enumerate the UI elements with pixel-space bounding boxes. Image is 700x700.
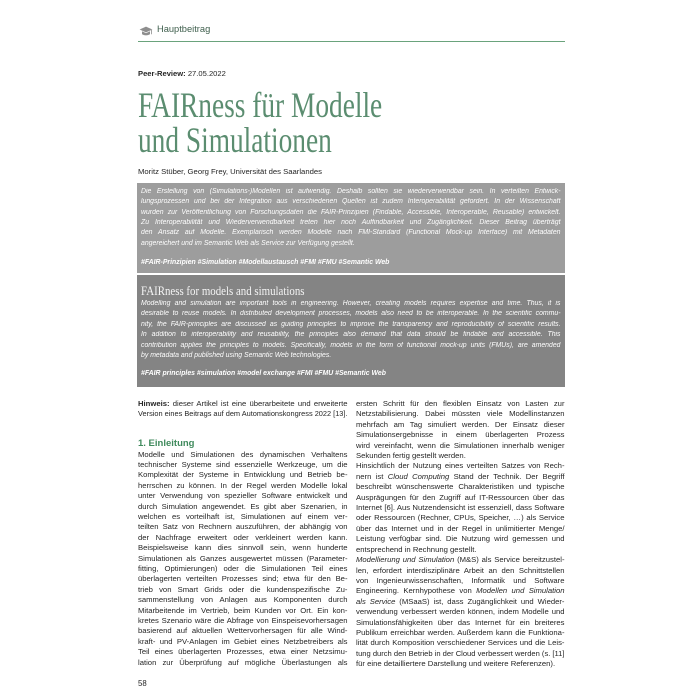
text-line: Leistung verfügbar sind. Die Nutzung wird gemessen und — [356, 534, 565, 544]
text-line: basierend auf aktuellen Wettervorhersagen für alle Wind- — [138, 626, 348, 636]
text-run: dieser Artikel ist eine überarbeitete und erweiterte — [169, 399, 348, 408]
introduction-text — [138, 450, 348, 669]
keywords-en: #FAIR principles #simulation #model exchange #FMI #FMU #Semantic Web — [141, 370, 386, 378]
mortarboard-icon — [139, 24, 153, 35]
text-line: teilten Satz von Rechnern auszuführen, der abhängig von — [138, 522, 348, 532]
text-line: desirable to reuse models. In distributed development processes, models also need to be interoperable. In the scientific commu- — [141, 310, 561, 318]
text-line: sammenstellung von Anlagen aus Komponenten durch — [138, 595, 348, 605]
text-line: welchen es vorteilhaft ist, Simulationen auf einem ver- — [138, 511, 348, 521]
right-column — [356, 399, 565, 670]
text-line: Hinsichtlich der Nutzung eines verteilten Satzes von Rech- — [356, 461, 565, 471]
paragraph — [138, 399, 348, 420]
text-line: mehrfach am Tag simuliert werden. Der Einsatz dieser — [356, 419, 565, 429]
peer-review-date: 27.05.2022 — [187, 69, 226, 78]
text-line: ersten Schritt für den flexiblen Einsatz von Lasten zur — [356, 399, 565, 408]
text-line: Publikum erreichbar werden. Außerdem kann die Funktiona- — [356, 627, 565, 637]
text-line — [356, 472, 565, 482]
paragraph — [141, 187, 561, 249]
paragraph — [141, 299, 561, 361]
bold-label: Hinweis: — [138, 399, 170, 408]
text-line: der Nachfrage erweitert oder verkleinert werden kann. — [138, 532, 348, 542]
text-line: Die Erstellung von (Simulations-)Modellen ist aufwendig. Deshalb sollten sie wiederverwendbar sein. In verteilten Entwick- — [141, 187, 561, 195]
section-header — [138, 21, 565, 42]
text-line: Teil eines überlagerten Prozesses, etwa einer Netzsimu- — [138, 647, 348, 657]
paragraph — [356, 399, 565, 461]
text-line: oder Ressourcen (Rechner, CPUs, Speicher, …) als Service — [356, 513, 565, 523]
abstract-en-box — [137, 275, 565, 387]
text-line: In addition to interoperability and reusability, the principles also demand that data should be findable and accessible. This — [141, 331, 561, 339]
text-line: für eine detailliertere Darstellung und weitere Referenzen). — [356, 659, 556, 669]
text-line: Beispielsweise kann dies sinnvoll sein, wenn hunderte — [138, 543, 348, 553]
emphasis-text: Cloud Computing — [387, 471, 450, 481]
text-line: Komplexität der Systeme in Entwicklung und Betrieb be- — [138, 470, 348, 480]
abstract-en-text — [141, 299, 561, 361]
text-line: beschreibt wünschenswerte Charakteristiken und typische — [356, 482, 565, 492]
text-line — [138, 399, 348, 409]
text-line — [356, 597, 565, 607]
text-line: tung durch den Betrieb in der Cloud verbessert werden (s. [11] — [356, 648, 565, 658]
text-line: wird vereinfacht, wenn die Simulationen innerhalb weniger — [356, 440, 565, 450]
left-column — [138, 399, 348, 668]
section-heading: 1. Einleitung — [138, 437, 195, 449]
text-line — [356, 586, 565, 596]
text-line: kraft- und PV-Anlagen im Gebiet eines Netzbetreibers als — [138, 636, 348, 646]
peer-review-line — [138, 69, 226, 79]
text-line: Internet [6]. Aus Nutzendensicht ist essenziell, dass Software — [356, 503, 565, 513]
text-line: Zu Interoperabilität und Wiederverwendbarkeit treten hier noch Auffindbarkeit und Zugänglichkeit. Dieser Beitrag überträgt — [141, 219, 561, 227]
keywords-de: #FAIR-Prinzipien #Simulation #Modellaustausch #FMI #FMU #Semantic Web — [141, 259, 390, 267]
introduction-text-continued — [356, 399, 565, 670]
text-run: (MSaaS) ist, dass Zugänglichkeit und Wieder- — [395, 596, 565, 606]
revision-note — [138, 399, 348, 420]
text-line: Simulationen als Ganzes ausgewertet müssen (Parameter- — [138, 553, 348, 563]
text-line: Version eines Beitrags auf dem Automationskongress 2022 [13]. — [138, 409, 348, 419]
text-line: von Ingenieurwissenschaften, Informatik und Software — [356, 575, 565, 585]
text-line: kretes Szenario wäre die Abfrage von Einspeisevorhersagen — [138, 616, 348, 625]
text-line — [356, 555, 565, 565]
text-line: über das Internet und in der Regel in unlimitierter Menge/ — [356, 523, 565, 533]
paragraph — [356, 555, 565, 669]
text-line: Mitarbeitende im Vertrieb, beim Kunden vor Ort. Ein kon- — [138, 605, 348, 615]
paragraph — [138, 450, 348, 669]
text-line: trieb von Smart Grids oder die kundenspezifische Zu- — [138, 584, 348, 594]
author-line: Moritz Stüber, Georg Frey, Universität des Saarlandes — [138, 167, 323, 176]
text-line: verwendung verbessert werden können, indem Modelle und — [356, 607, 565, 617]
page-number: 58 — [138, 679, 147, 688]
text-line: lation zur Überprüfung auf mögliche Überlastungen als — [138, 657, 348, 667]
peer-review-label: Peer-Review: — [138, 69, 186, 78]
paragraph — [356, 461, 565, 555]
emphasis-text: als Service — [356, 596, 396, 606]
text-line: fitting, Optimierungen) oder die Simulationen Teil eines — [138, 563, 348, 573]
section-label: Hauptbeitrag — [157, 24, 211, 34]
text-line: Modelle und Simulationen des dynamischen Verhaltens — [138, 449, 348, 459]
text-line: by metadata and published using Semantic Web technologies. — [141, 352, 332, 360]
text-line: den Ansatz auf Modelle. Exemplarisch werden Modelle nach FMI-Standard (Functional Mock-up Interface) mit Metadaten — [141, 229, 561, 237]
text-line: herrschen zu können. In der Regel werden Modelle lokal — [138, 480, 348, 490]
text-line: Netzstabilisierung. Dabei müssten viele Modellinstanzen — [356, 409, 565, 419]
text-line: entsprechend in Rechnung gestellt. — [356, 544, 477, 554]
text-run: (M&S) als Service bereitzustel- — [454, 555, 565, 565]
text-run: Engineering. Kernhypothese von — [356, 586, 477, 596]
text-line: lität durch Komposition verschiedener Services und die Leis- — [356, 638, 565, 648]
text-line: durch Simulation angewendet. Es gibt aber Szenarien, in — [138, 501, 348, 511]
text-line: lungsprozessen und bei der Integration aus verschiedenen Quellen ist zudem Interoperabilität gefordert. In der Wissenschaft — [141, 198, 561, 206]
text-line: Simulationsergebnisse in einem überlagerten Prozess — [356, 430, 565, 440]
article-title — [138, 85, 383, 160]
title-line-1: FAIRness für Modelle — [138, 85, 383, 125]
text-line: len, erfordert interdisziplinäre Arbeit an den Schnittstellen — [356, 565, 565, 575]
text-run: Stand der Technik. Der Begriff — [449, 471, 565, 481]
abstract-de-box — [137, 183, 565, 273]
text-line: Sekunden fertig gestellt werden. — [356, 451, 466, 461]
text-line: überlagerten verteilten Prozesses sind; etwa für den Be- — [138, 574, 348, 584]
text-line: nity, the FAIR-principles are discussed as guiding principles to improve the transparency and reproducibility of scientific results. — [141, 320, 561, 328]
text-line: technischer Systeme sind essenzielle Werkzeuge, um die — [138, 459, 348, 469]
title-line-2: und Simulationen — [138, 120, 332, 160]
text-line: Ausprägungen für den Zugriff auf IT-Ressourcen über das — [356, 492, 565, 502]
text-run: nern ist — [356, 471, 388, 481]
abstract-en-title: FAIRness for models and simulations — [141, 284, 305, 298]
text-line: unter Verwendung von spezieller Software entwickelt und — [138, 491, 348, 501]
abstract-de-text — [141, 187, 561, 249]
text-line: wurden zur Veröffentlichung von Forschungsdaten die FAIR-Prinzipien (Findable, Accessible, Interoperable, Reusable) entwickelt. — [141, 208, 561, 216]
text-line: Simulationsfähigkeiten über das Internet für ein breiteres — [356, 617, 565, 627]
emphasis-text: Modellen und Simulation — [476, 586, 565, 596]
text-line: contribution applies the principles to models. Specifically, models in the form of functional mock-up units (FMUs), are amended — [141, 341, 561, 349]
emphasis-text: Modellierung und Simulation — [356, 555, 455, 565]
text-line: Modelling and simulation are important tools in engineering. However, creating models requires expertise and time. Thus, it is — [141, 300, 561, 307]
text-line: angereichert und im Semantic Web als Service zur Verfügung gestellt. — [141, 239, 355, 247]
